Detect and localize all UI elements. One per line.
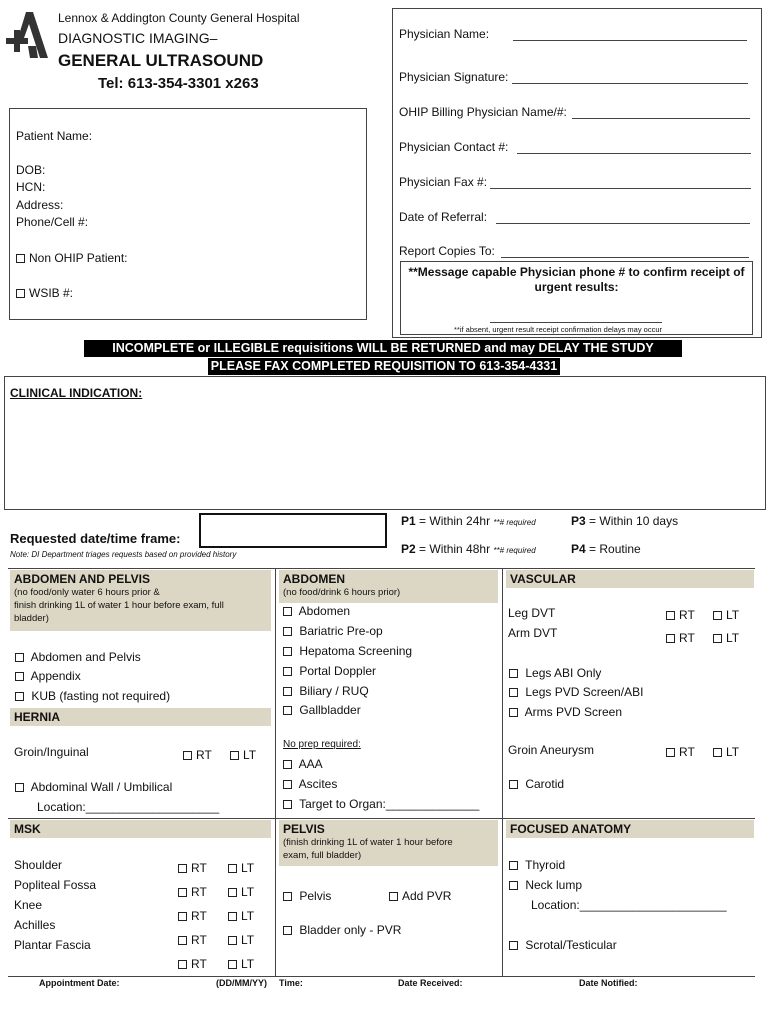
appendix-option[interactable]: Appendix bbox=[15, 669, 81, 683]
phone-field[interactable]: Phone/Cell #: bbox=[16, 215, 89, 229]
msk-row4-rt[interactable]: RT bbox=[178, 933, 207, 947]
signature-line bbox=[512, 83, 748, 84]
referral-date-field[interactable]: Date of Referral: bbox=[399, 210, 488, 224]
checkbox-icon bbox=[283, 647, 292, 656]
legs-pvd-option[interactable]: Legs PVD Screen/ABI bbox=[509, 685, 643, 699]
checkbox-icon bbox=[509, 941, 518, 950]
checkbox-icon bbox=[509, 780, 518, 789]
checkbox-icon bbox=[230, 751, 239, 760]
aneurysm-rt[interactable]: RT bbox=[666, 745, 695, 759]
msk-row3-rt[interactable]: RT bbox=[178, 909, 207, 923]
checkbox-icon bbox=[178, 888, 187, 897]
pelvis-header: PELVIS (finish drinking 1L of water 1 hour before exam, full bladder) bbox=[279, 820, 498, 866]
checkbox-icon bbox=[509, 708, 518, 717]
telephone: Tel: 613-354-3301 x263 bbox=[98, 75, 259, 92]
appointment-date-label: Appointment Date: bbox=[39, 978, 120, 988]
checkbox-icon bbox=[509, 688, 518, 697]
abdomen-pelvis-title: ABDOMEN AND PELVIS bbox=[14, 572, 151, 586]
clinical-indication-label: CLINICAL INDICATION: bbox=[10, 386, 143, 400]
scrotal-option[interactable]: Scrotal/Testicular bbox=[509, 938, 617, 952]
wsib-checkbox[interactable] bbox=[16, 286, 73, 300]
absent-note: **if absent, urgent result receipt confirmation delays may occur bbox=[454, 325, 663, 334]
arm-dvt-label: Arm DVT bbox=[508, 626, 558, 640]
checkbox-icon bbox=[283, 627, 292, 636]
checkbox-icon bbox=[228, 864, 237, 873]
non-ohip-checkbox[interactable] bbox=[16, 251, 128, 265]
no-prep-label: No prep required: bbox=[283, 739, 361, 750]
fax-text: PLEASE FAX COMPLETED REQUISITION TO 613-354-4331 bbox=[210, 359, 558, 373]
checkbox-icon bbox=[228, 960, 237, 969]
address-field[interactable]: Address: bbox=[16, 198, 64, 212]
msk-row2-rt[interactable]: RT bbox=[178, 885, 207, 899]
hepatoma-option[interactable]: Hepatoma Screening bbox=[283, 644, 412, 658]
date-notified-label: Date Notified: bbox=[579, 978, 638, 988]
checkbox-icon bbox=[178, 864, 187, 873]
priority-p1: P1 = Within 24hr **# required bbox=[401, 514, 536, 528]
abdomen-pelvis-prep1: (no food/only water 6 hours prior & bbox=[14, 587, 160, 598]
physician-fax-field[interactable]: Physician Fax #: bbox=[399, 175, 488, 189]
requested-timeframe-input[interactable] bbox=[199, 513, 387, 548]
abdominal-wall-option[interactable]: Abdominal Wall / Umbilical bbox=[15, 780, 172, 794]
physician-name-line bbox=[513, 40, 747, 41]
msk-row5-rt[interactable]: RT bbox=[178, 957, 207, 971]
checkbox-icon bbox=[666, 634, 675, 643]
department-name: DIAGNOSTIC IMAGING– bbox=[58, 30, 218, 46]
groin-rt-checkbox[interactable]: RT bbox=[183, 748, 212, 762]
triage-note: Note: DI Department triages requests based on provided history bbox=[10, 550, 237, 559]
abdomen-pelvis-header bbox=[10, 570, 271, 631]
kub-option[interactable]: KUB (fasting not required) bbox=[15, 689, 170, 703]
focused-location-field[interactable]: Location:______________________ bbox=[531, 898, 727, 912]
checkbox-icon bbox=[283, 892, 292, 901]
date-format-label: (DD/MM/YY) bbox=[216, 978, 267, 988]
checkbox-icon bbox=[178, 912, 187, 921]
checkbox-icon bbox=[15, 783, 24, 792]
requested-timeframe-label: Requested date/time frame: bbox=[10, 531, 181, 546]
checkbox-icon bbox=[283, 926, 292, 935]
checkbox-icon bbox=[228, 912, 237, 921]
checkbox-icon bbox=[228, 936, 237, 945]
msk-row1-rt[interactable]: RT bbox=[178, 861, 207, 875]
msk-row5-lt[interactable]: LT bbox=[228, 957, 254, 971]
checkbox-icon bbox=[15, 672, 24, 681]
carotid-option[interactable]: Carotid bbox=[509, 777, 564, 791]
referral-line bbox=[496, 223, 750, 224]
time-label: Time: bbox=[279, 978, 303, 988]
non-ohip-label: Non OHIP Patient: bbox=[29, 251, 128, 265]
column-divider-1 bbox=[275, 568, 276, 976]
abdomen-pelvis-prep3: bladder) bbox=[14, 613, 49, 624]
aneurysm-lt[interactable]: LT bbox=[713, 745, 739, 759]
hospital-name: Lennox & Addington County General Hospital bbox=[58, 11, 300, 25]
arms-pvd-option[interactable]: Arms PVD Screen bbox=[509, 705, 622, 719]
add-pvr-option[interactable]: Add PVR bbox=[389, 889, 451, 903]
msk-row4-lt[interactable]: LT bbox=[228, 933, 254, 947]
date-received-label: Date Received: bbox=[398, 978, 463, 988]
bariatric-option[interactable]: Bariatric Pre-op bbox=[283, 624, 383, 638]
vascular-header: VASCULAR bbox=[506, 570, 754, 588]
arm-dvt-lt[interactable]: LT bbox=[713, 631, 739, 645]
warning-text: INCOMPLETE or ILLEGIBLE requisitions WILL BE RETURNED and may DELAY THE STUDY bbox=[112, 341, 654, 355]
checkbox-icon bbox=[283, 760, 292, 769]
checkbox-icon bbox=[183, 751, 192, 760]
priority-p4: P4 = Routine bbox=[571, 542, 641, 556]
bladder-pvr-option[interactable]: Bladder only - PVR bbox=[283, 923, 401, 937]
biliary-option[interactable]: Biliary / RUQ bbox=[283, 684, 369, 698]
thyroid-option[interactable]: Thyroid bbox=[509, 858, 565, 872]
ohip-line bbox=[572, 118, 750, 119]
physician-signature-field[interactable]: Physician Signature: bbox=[399, 70, 509, 84]
checkbox-icon bbox=[178, 936, 187, 945]
target-organ-option[interactable]: Target to Organ:______________ bbox=[283, 797, 479, 811]
hernia-location-field[interactable]: Location:____________________ bbox=[37, 800, 220, 814]
portal-doppler-option[interactable]: Portal Doppler bbox=[283, 664, 376, 678]
gallbladder-option[interactable]: Gallbladder bbox=[283, 703, 361, 717]
checkbox-icon bbox=[178, 960, 187, 969]
checkbox-icon bbox=[228, 888, 237, 897]
column-divider-2 bbox=[502, 568, 503, 976]
checkbox-icon bbox=[509, 669, 518, 678]
arm-dvt-rt[interactable]: RT bbox=[666, 631, 695, 645]
urgent-message-text: **Message capable Physician phone # to confirm receipt of urgent results: bbox=[408, 265, 745, 294]
hospital-logo bbox=[6, 10, 48, 60]
abdomen-header: ABDOMEN (no food/drink 6 hours prior) bbox=[279, 570, 498, 603]
fax-banner bbox=[208, 358, 560, 375]
abdomen-option[interactable]: Abdomen bbox=[283, 604, 350, 618]
pelvis-option[interactable]: Pelvis bbox=[283, 889, 331, 903]
leg-dvt-lt[interactable]: LT bbox=[713, 608, 739, 622]
contact-line bbox=[517, 153, 751, 154]
aaa-option[interactable]: AAA bbox=[283, 757, 323, 771]
leg-dvt-label: Leg DVT bbox=[508, 606, 556, 620]
table-bottom-border bbox=[8, 976, 755, 977]
msk-knee-label: Knee bbox=[14, 898, 43, 912]
checkbox-icon bbox=[666, 748, 675, 757]
msk-row3-lt[interactable]: LT bbox=[228, 909, 254, 923]
msk-popliteal-label: Popliteal Fossa bbox=[14, 878, 97, 892]
priority-p3: P3 = Within 10 days bbox=[571, 514, 679, 528]
checkbox-icon bbox=[509, 861, 518, 870]
checkbox-icon bbox=[389, 892, 398, 901]
checkbox-icon bbox=[283, 687, 292, 696]
wsib-label: WSIB #: bbox=[29, 286, 74, 300]
checkbox-icon bbox=[713, 611, 722, 620]
report-copies-field[interactable]: Report Copies To: bbox=[399, 244, 495, 258]
urgent-phone-line[interactable] bbox=[490, 322, 662, 323]
abdomen-pelvis-option[interactable]: Abdomen and Pelvis bbox=[15, 650, 141, 664]
abdomen-pelvis-prep2: finish drinking 1L of water 1 hour before exam, full bbox=[14, 600, 224, 611]
priority-p2: P2 = Within 48hr **# required bbox=[401, 542, 536, 556]
groin-inguinal-label: Groin/Inguinal bbox=[14, 745, 89, 759]
checkbox-icon bbox=[283, 706, 292, 715]
msk-shoulder-label: Shoulder bbox=[14, 858, 63, 872]
page-title: GENERAL ULTRASOUND bbox=[58, 51, 264, 70]
table-top-border bbox=[8, 568, 755, 569]
checkbox-icon bbox=[283, 667, 292, 676]
msk-achilles-label: Achilles bbox=[14, 918, 56, 932]
checkbox-icon bbox=[283, 800, 292, 809]
groin-lt-checkbox[interactable]: LT bbox=[230, 748, 256, 762]
msk-header: MSK bbox=[10, 820, 271, 838]
msk-row1-lt[interactable]: LT bbox=[228, 861, 254, 875]
checkbox-icon bbox=[16, 254, 25, 263]
physician-name-field[interactable] bbox=[399, 27, 489, 41]
warning-banner bbox=[84, 340, 682, 357]
checkbox-icon bbox=[509, 881, 518, 890]
checkbox-icon bbox=[283, 607, 292, 616]
legs-abi-option[interactable]: Legs ABI Only bbox=[509, 666, 601, 680]
checkbox-icon bbox=[713, 634, 722, 643]
checkbox-icon bbox=[713, 748, 722, 757]
msk-row2-lt[interactable]: LT bbox=[228, 885, 254, 899]
checkbox-icon bbox=[666, 611, 675, 620]
copies-line bbox=[501, 257, 749, 258]
physician-name-label: Physician Name: bbox=[399, 27, 490, 41]
focused-anatomy-header: FOCUSED ANATOMY bbox=[506, 820, 754, 838]
section-divider bbox=[8, 818, 755, 819]
leg-dvt-rt[interactable]: RT bbox=[666, 608, 695, 622]
hcn-field[interactable]: HCN: bbox=[16, 180, 46, 194]
fax-line bbox=[490, 188, 751, 189]
groin-aneurysm-label: Groin Aneurysm bbox=[508, 743, 595, 757]
ohip-billing-field[interactable]: OHIP Billing Physician Name/#: bbox=[399, 105, 567, 119]
checkbox-icon bbox=[15, 692, 24, 701]
msk-plantar-label: Plantar Fascia bbox=[14, 938, 91, 952]
ascites-option[interactable]: Ascites bbox=[283, 777, 337, 791]
checkbox-icon bbox=[16, 289, 25, 298]
patient-name-field[interactable]: Patient Name: bbox=[16, 129, 93, 143]
hernia-header: HERNIA bbox=[10, 708, 271, 726]
neck-lump-option[interactable]: Neck lump bbox=[509, 878, 582, 892]
checkbox-icon bbox=[283, 780, 292, 789]
dob-field[interactable]: DOB: bbox=[16, 163, 46, 177]
checkbox-icon bbox=[15, 653, 24, 662]
physician-contact-field[interactable]: Physician Contact #: bbox=[399, 140, 509, 154]
